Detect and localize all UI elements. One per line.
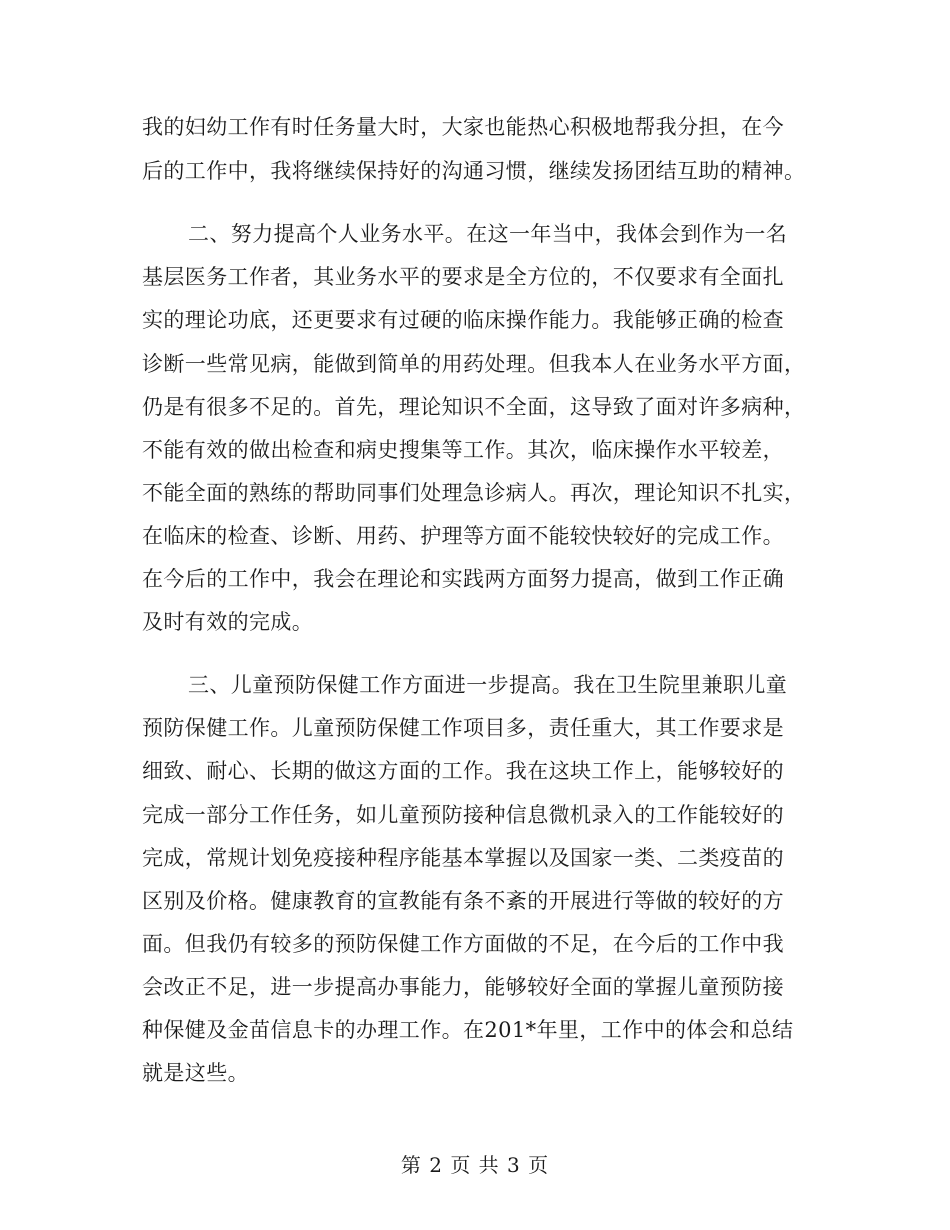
paragraph-line: 仍是有很多不足的。首先，理论知识不全面，这导致了面对许多病种， (142, 395, 806, 419)
paragraph-line: 后的工作中，我将继续保持好的沟通习惯，继续发扬团结互助的精神。 (142, 159, 806, 183)
paragraph-line: 细致、耐心、长期的做这方面的工作。我在这块工作上，能够较好的 (142, 759, 784, 783)
paragraph-line: 二、努力提高个人业务水平。在这一年当中，我体会到作为一名 (188, 222, 788, 246)
paragraph-line: 及时有效的完成。 (142, 610, 314, 634)
paragraph-line: 在临床的检查、诊断、用药、护理等方面不能较快较好的完成工作。 (142, 524, 784, 548)
paragraph-line: 基层医务工作者，其业务水平的要求是全方位的，不仅要求有全面扎 (142, 265, 784, 289)
paragraph-line: 不能有效的做出检查和病史搜集等工作。其次，临床操作水平较差， (142, 438, 784, 462)
paragraph-line: 会改正不足，进一步提高办事能力，能够较好全面的掌握儿童预防接 (142, 975, 784, 999)
paragraph-line: 面。但我仍有较多的预防保健工作方面做的不足，在今后的工作中我 (142, 932, 784, 956)
paragraph-line: 完成一部分工作任务，如儿童预防接种信息微机录入的工作能较好的 (142, 803, 784, 827)
paragraph-line: 种保健及金苗信息卡的办理工作。在201*年里，工作中的体会和总结 (142, 1018, 794, 1042)
paragraph-line: 完成，常规计划免疫接种程序能基本掌握以及国家一类、二类疫苗的 (142, 846, 784, 870)
paragraph-line: 在今后的工作中，我会在理论和实践两方面努力提高，做到工作正确 (142, 567, 784, 591)
paragraph-line: 诊断一些常见病，能做到简单的用药处理。但我本人在业务水平方面， (142, 352, 806, 376)
paragraph-line: 就是这些。 (142, 1061, 249, 1085)
paragraph-line: 实的理论功底，还更要求有过硬的临床操作能力。我能够正确的检查 (142, 308, 784, 332)
paragraph-line: 不能全面的熟练的帮助同事们处理急诊病人。再次，理论知识不扎实， (142, 481, 806, 505)
page-number-footer: 第 2 页 共 3 页 (400, 1153, 550, 1177)
paragraph-line: 三、儿童预防保健工作方面进一步提高。我在卫生院里兼职儿童 (188, 673, 788, 697)
paragraph-line: 我的妇幼工作有时任务量大时，大家也能热心积极地帮我分担，在今 (142, 115, 784, 139)
paragraph-line: 区别及价格。健康教育的宣教能有条不紊的开展进行等做的较好的方 (142, 889, 784, 913)
paragraph-line: 预防保健工作。儿童预防保健工作项目多，责任重大，其工作要求是 (142, 716, 784, 740)
